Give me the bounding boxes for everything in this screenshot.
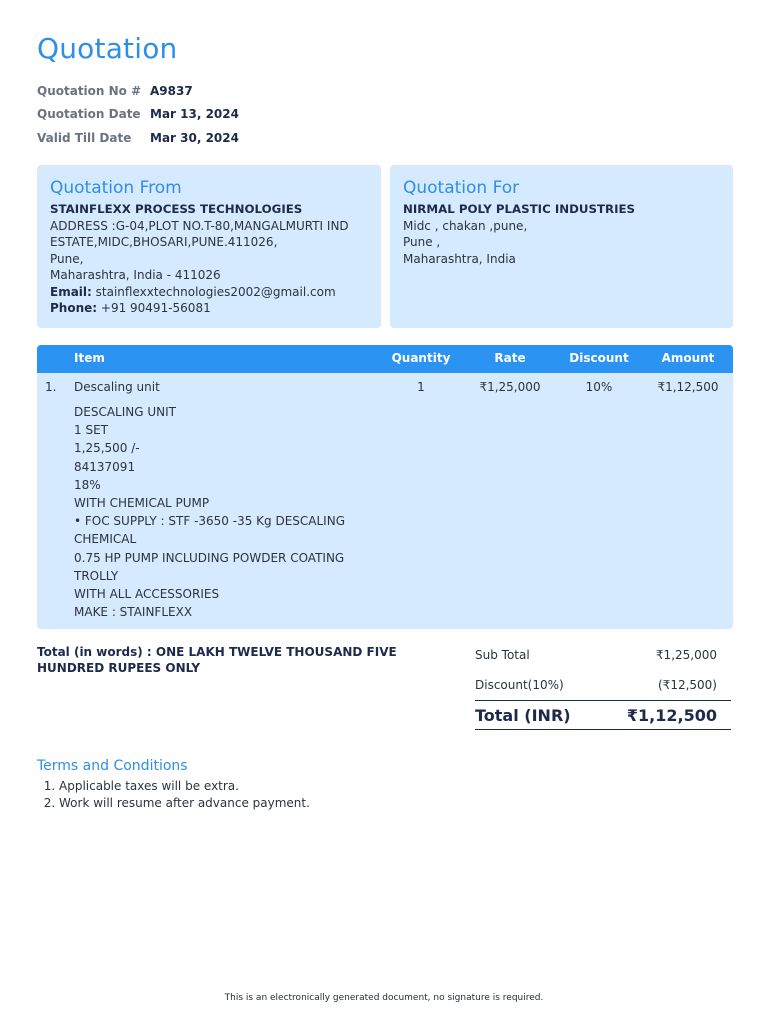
description-line: DESCALING UNIT [74, 405, 176, 419]
row-rate: ₹1,25,000 [479, 380, 541, 394]
description-line: 84137091 [74, 459, 136, 474]
description-line: • FOC SUPPLY : STF -3650 -35 Kg DESCALING [74, 514, 345, 529]
discount-value: (₹12,500) [658, 678, 717, 692]
quotation-number-value: A9837 [150, 83, 193, 98]
totals-summary [475, 640, 731, 730]
from-email: stainflexxtechnologies2002@gmail.com [95, 284, 336, 299]
grand-total-value: ₹1,12,500 [626, 705, 717, 725]
header-discount: Discount [569, 351, 629, 365]
description-line: WITH CHEMICAL PUMP [74, 496, 210, 511]
quotation-from-heading: Quotation From [50, 178, 182, 198]
valid-till-label: Valid Till Date [37, 130, 132, 145]
from-phone-row [50, 300, 368, 317]
quotation-from-card [37, 165, 381, 328]
header-amount: Amount [661, 351, 715, 365]
description-line: 0.75 HP PUMP INCLUDING POWDER COATING [74, 550, 345, 565]
from-phone-label: Phone: [50, 301, 98, 315]
term-item: 1. Applicable taxes will be extra. [59, 778, 310, 795]
row-number: 1. [45, 380, 57, 394]
subtotal-value: ₹1,25,000 [655, 648, 717, 662]
items-table [37, 345, 733, 629]
for-city: Pune , [403, 235, 441, 249]
subtotal-label: Sub Total [475, 648, 530, 662]
from-email-row [50, 284, 368, 301]
term-item: 2. Work will resume after advance payment. [59, 795, 310, 812]
quotation-for-card [390, 165, 733, 328]
grand-total-label: Total (INR) [475, 705, 571, 725]
discount-label: Discount(10%) [475, 678, 564, 692]
description-line: TROLLY [74, 568, 119, 583]
terms-heading: Terms and Conditions [37, 758, 188, 774]
from-city: Pune, [50, 251, 84, 266]
quotation-number-row [37, 79, 239, 103]
from-address-line-2: ESTATE,MIDC,BHOSARI,PUNE.411026, [50, 235, 278, 249]
from-phone: +91 90491-56081 [100, 301, 211, 315]
quotation-meta [37, 79, 239, 150]
description-line: WITH ALL ACCESSORIES [74, 587, 220, 602]
quotation-date-row [37, 103, 239, 127]
footer-note: This is an electronically generated document, no signature is required. [224, 993, 544, 1003]
for-address-line-1: Midc , chakan ,pune, [403, 218, 528, 233]
from-state: Maharashtra, India - 411026 [50, 268, 221, 282]
quotation-for-heading: Quotation For [403, 178, 520, 198]
description-line: 1 SET [74, 423, 108, 438]
row-discount: 10% [585, 380, 613, 394]
header-quantity: Quantity [391, 351, 451, 365]
page-title: Quotation [37, 32, 178, 65]
for-state: Maharashtra, India [403, 251, 516, 266]
quotation-number-label: Quotation No # [37, 83, 142, 98]
subtotal-row [475, 640, 731, 670]
items-table-header [37, 345, 733, 373]
terms-list [37, 778, 310, 811]
grand-total-row [475, 700, 731, 730]
quotation-date-label: Quotation Date [37, 107, 141, 122]
header-rate: Rate [494, 351, 526, 365]
table-row [37, 373, 733, 403]
description-line: MAKE : STAINFLEXX [74, 605, 193, 620]
from-email-label: Email: [50, 284, 92, 299]
item-description [74, 403, 345, 621]
for-company-name: NIRMAL POLY PLASTIC INDUSTRIES [403, 202, 636, 216]
total-in-words: Total (in words) : ONE LAKH TWELVE THOUSAND FIVE HUNDRED RUPEES ONLY [37, 645, 397, 675]
discount-row [475, 670, 731, 700]
description-line: CHEMICAL [74, 532, 137, 547]
header-item: Item [74, 351, 105, 365]
description-line: 1,25,500 /- [74, 441, 140, 456]
description-line: 18% [74, 477, 101, 492]
from-address-line-1: ADDRESS :G-04,PLOT NO.T-80,MANGALMURTI IND [50, 218, 349, 233]
quotation-date-value: Mar 13, 2024 [150, 107, 239, 122]
row-quantity: 1 [417, 380, 425, 394]
row-amount: ₹1,12,500 [657, 380, 719, 394]
valid-till-row [37, 126, 239, 150]
valid-till-value: Mar 30, 2024 [150, 130, 239, 145]
from-company-name: STAINFLEXX PROCESS TECHNOLOGIES [50, 202, 303, 216]
row-item: Descaling unit [74, 380, 160, 394]
